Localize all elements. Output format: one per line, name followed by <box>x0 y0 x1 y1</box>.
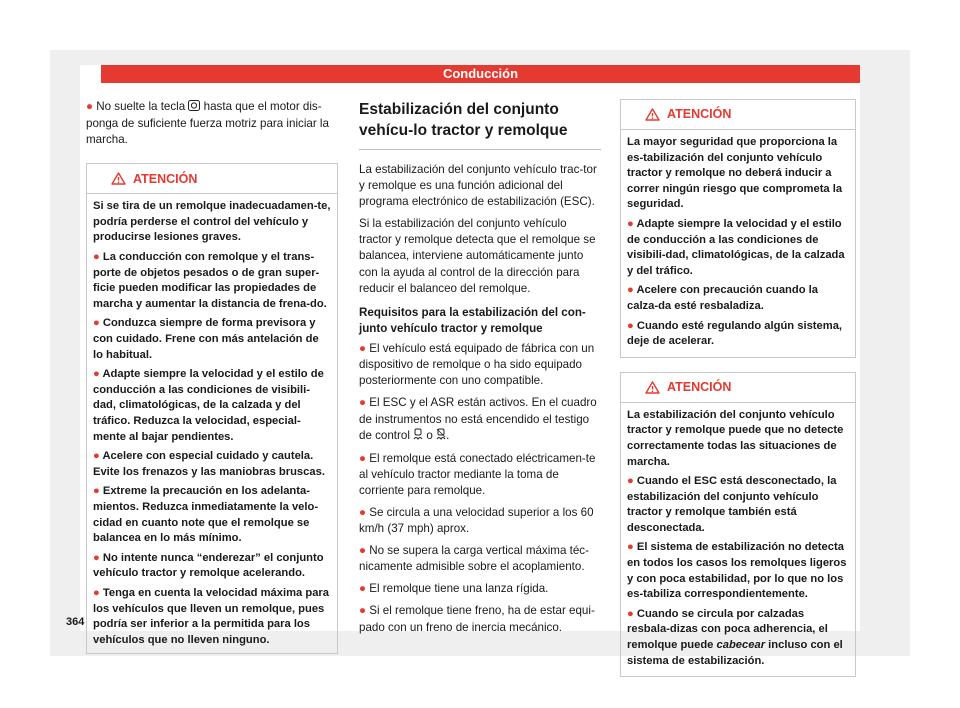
warning-triangle-icon <box>645 381 660 394</box>
warning-lead: Si se tira de un remolque inadecuadamen-te, podría perderse el control del vehículo y producirse lesiones graves. <box>93 200 331 244</box>
engine-start-button-icon <box>188 100 200 116</box>
warning-body <box>87 194 337 653</box>
warning-item: ● Extreme la precaución en los adelanta-mientos. Reduzca inmediatamente la velo-cidad en cuanto note que el remolque se balancea en lo más mínimo. <box>93 485 319 545</box>
column-1 <box>86 99 338 654</box>
list-item: ● El remolque tiene una lanza rígida. <box>359 582 549 596</box>
warning-header: ATENCIÓN <box>87 164 337 194</box>
warning-triangle-icon <box>645 108 660 121</box>
column-2 <box>359 99 601 642</box>
list-item: ● El vehículo está equipado de fábrica con un dispositivo de remolque o ha sido equipado posteriormente con uno compatible. <box>359 342 595 388</box>
warning-item: ● Adapte siempre la velocidad y el estilo de conducción a las condiciones de visibili-dad, climatológicas, de la calzada y del tráfico. <box>627 217 845 277</box>
warning-header: ATENCIÓN <box>621 100 855 130</box>
paragraph: La estabilización del conjunto vehículo trac-tor y remolque es una función adicional del programa electrónico de estabilización (ESC). <box>359 163 597 209</box>
warning-box <box>620 372 856 678</box>
warning-box <box>86 163 338 654</box>
warning-triangle-icon <box>111 172 126 185</box>
page-number: 364 <box>66 616 85 628</box>
list-item: ● Si el remolque tiene freno, ha de estar equi-pado con un freno de inercia mecánico. <box>359 604 595 634</box>
warning-item: ● No intente nunca “enderezar” el conjunto vehículo tractor y remolque acelerando. <box>93 551 324 580</box>
list-item: ● No se supera la carga vertical máxima téc-nicamente admisible sobre el acoplamiento. <box>359 544 589 574</box>
section-title: Estabilización del conjunto vehícu-lo tractor y remolque <box>359 99 601 150</box>
warning-item: ● Cuando se circula por calzadas resbala-dizas con poca adherencia, el remolque puede cabecear incluso con el sistema de estabilización. <box>627 607 843 667</box>
warning-header: ATENCIÓN <box>621 373 855 403</box>
esc-warning-lamp-icon <box>413 428 423 445</box>
warning-item: ● Adapte siempre la velocidad y el estilo de conducción a las condiciones de visibili-dad, climatológicas, de la calzada y del tráfico. Reduzca la velocidad, especial-mente al bajar pendientes. <box>93 368 324 443</box>
intro-paragraph: ● No suelte la tecla hasta que el motor dis-ponga de suficiente fuerza motriz para iniciar la marcha. <box>86 100 329 147</box>
esc-off-lamp-icon <box>436 428 446 445</box>
warning-body <box>621 403 855 677</box>
warning-item: ● Cuando el ESC está desconectado, la estabilización del conjunto vehículo tractor y remolque también está desconectada. <box>627 475 837 534</box>
warning-item: ● Conduzca siempre de forma previsora y con cuidado. Frene con más antelación de lo habitual. <box>93 317 319 361</box>
warning-item: ● Acelere con especial cuidado y cautela. Evite los frenazos y las maniobras bruscas. <box>93 450 325 478</box>
section-header: Conducción <box>101 65 860 83</box>
warning-body <box>621 130 855 357</box>
warning-item: ● La conducción con remolque y el trans-porte de objetos pesados o de gran super-ficie pueden modificar las propiedades de marcha y aumentar la distancia de frena-do. <box>93 251 327 310</box>
paragraph: Si la estabilización del conjunto vehículo tractor y remolque detecta que el remolque se balancea, interviene automáticamente junto con la ayuda al control de la dirección para reducir el balanceo del remolque. <box>359 217 596 295</box>
list-item: ● Se circula a una velocidad superior a los 60 km/h (37 mph) aprox. <box>359 506 594 536</box>
subheading: Requisitos para la estabilización del con-junto vehículo tractor y remolque <box>359 305 586 335</box>
warning-box <box>620 99 856 358</box>
column-3 <box>620 99 856 677</box>
list-item: ● El remolque está conectado eléctricamen-te al vehículo tractor mediante la toma de corriente para remolque. <box>359 451 596 497</box>
bullet: ● <box>86 100 94 113</box>
warning-lead: La mayor seguridad que proporciona la es-tabilización del conjunto vehículo tractor y remolque no deberá inducir a correr ningún riesgo que comprometa la seguridad. <box>627 136 843 211</box>
warning-item: ● El sistema de estabilización no detecta en todos los casos los remolques ligeros y con poca estabilidad, por lo que no los es-tabiliza correspondientemente. <box>627 541 847 601</box>
warning-item: ● Cuando esté regulando algún sistema, deje de acelerar. <box>627 319 843 348</box>
warning-item: ● Tenga en cuenta la velocidad máxima para los vehículos que lleven un remolque, pues podría ser inferior a la permitida para los vehículos que no lleven ninguno. <box>93 586 329 646</box>
list-item: ● El ESC y el ASR están activos. En el cuadro de instrumentos no está encendido el testigo de control o . <box>359 395 601 444</box>
warning-lead: La estabilización del conjunto vehículo tractor y remolque puede que no detecte correctamente todas las situaciones de marcha. <box>627 408 844 468</box>
warning-item: ● Acelere con precaución cuando la calza-da esté resbaladiza. <box>627 284 818 312</box>
